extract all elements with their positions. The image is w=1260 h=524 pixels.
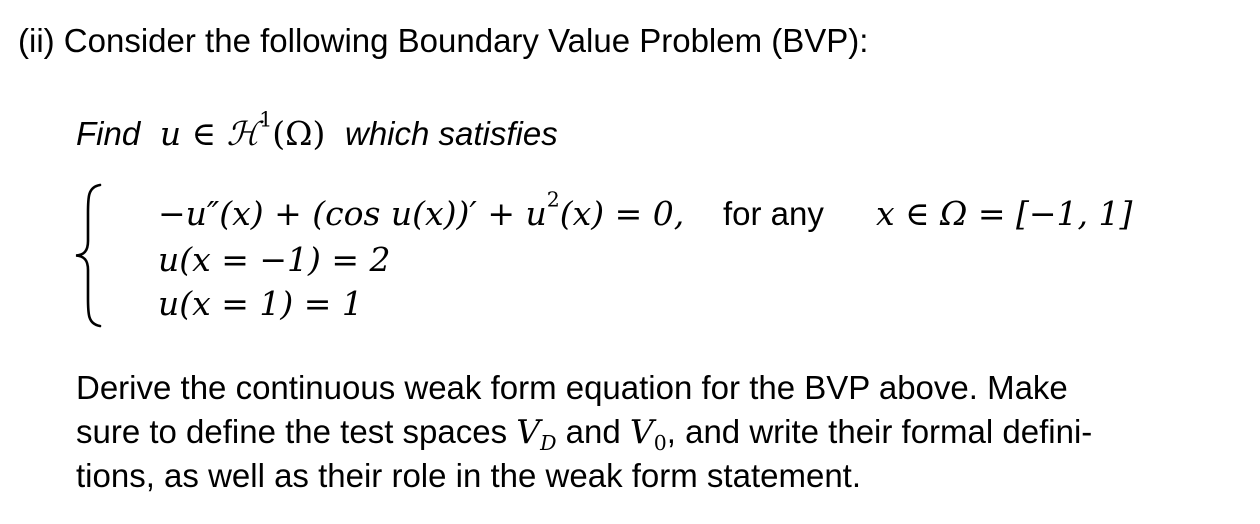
find-math: [149, 107, 335, 153]
task-paragraph: [76, 366, 1226, 498]
task-line-2-c: , and write their formal defini-: [666, 413, 1093, 450]
task-line-2: [76, 410, 1226, 454]
find-statement: [76, 107, 558, 156]
boundary-condition-right: u(x = 1) = 1: [158, 284, 363, 323]
boundary-condition-left: u(x = −1) = 2: [158, 240, 391, 279]
equation-1-sup: 2: [546, 187, 560, 212]
task-line-2-a: sure to define the test spaces: [76, 413, 517, 450]
math-omega: (Ω): [272, 114, 326, 153]
task-line-3: tions, as well as their role in the weak form statement.: [76, 457, 862, 494]
equation-1-rhs: (x) = 0,: [559, 194, 685, 233]
math-space-sup: 1: [259, 107, 273, 132]
task-line-2-b: and: [556, 413, 630, 450]
test-space-v0: $V_0$: [629, 412, 667, 456]
for-any-text: for any: [723, 195, 824, 232]
math-in: ∈: [191, 114, 217, 153]
domain-definition: x ∈ Ω = [−1, 1]: [876, 194, 1133, 233]
equation-1: [158, 187, 685, 234]
task-line-1: Derive the continuous weak form equation for the BVP above. Make: [76, 369, 1068, 406]
equation-1-lhs: −u″(x) + (cos u(x))′ + u: [158, 194, 547, 233]
question-heading: (ii) Consider the following Boundary Value Problem (BVP):: [18, 22, 869, 59]
left-brace: [72, 183, 108, 328]
math-sobolev-space: ℋ: [226, 114, 260, 153]
test-space-vd: $V_D$: [516, 412, 557, 456]
math-u: u: [159, 114, 182, 153]
find-word: Find: [76, 115, 141, 152]
satisfies-text: which satisfies: [345, 115, 558, 152]
